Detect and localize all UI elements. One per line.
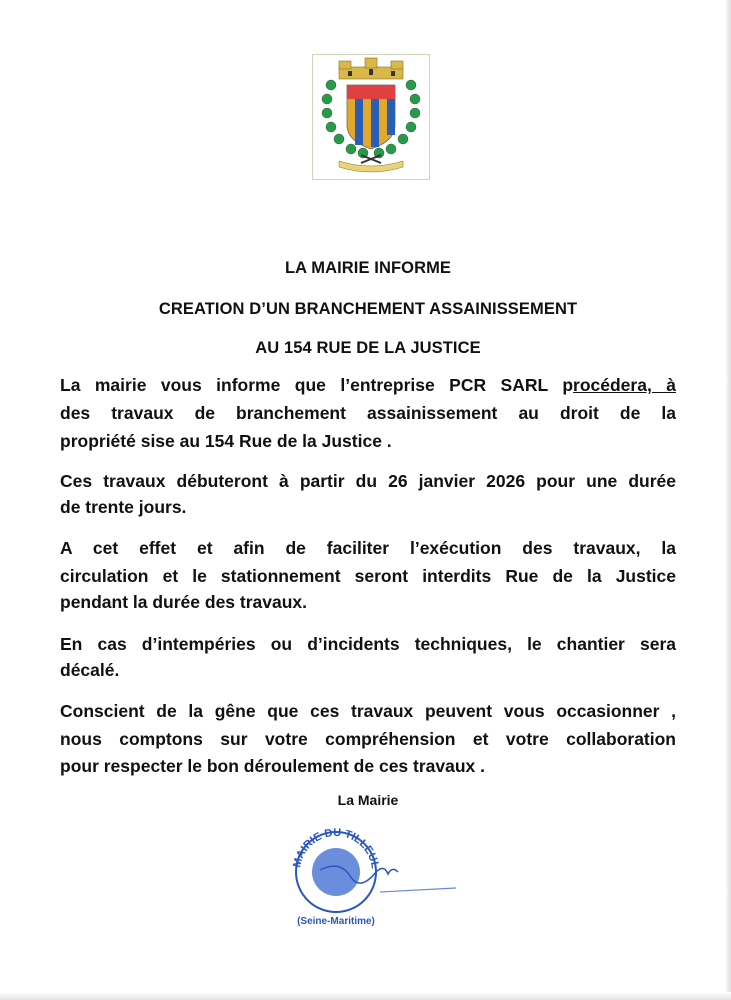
- paragraph-3-line: circulation et le stationnement seront interdits Rue de la Justice: [60, 566, 676, 586]
- official-stamp: [280, 822, 470, 928]
- paragraph-3-line: A cet effet et afin de faciliter l’exécution des travaux, la: [60, 538, 676, 558]
- page-edge-bottom: [0, 992, 731, 1000]
- page-edge: [725, 0, 731, 1000]
- underlined-text: rocédera, à: [573, 375, 677, 395]
- notice-address: AU 154 RUE DE LA JUSTICE: [255, 339, 481, 357]
- stamp-text-bottom: (Seine-Maritime): [297, 916, 375, 927]
- text: La mairie vous informe que l’entreprise PCR SARL p: [60, 375, 574, 395]
- paragraph-3-line: pendant la durée des travaux.: [60, 592, 308, 612]
- notice-heading: LA MAIRIE INFORME: [284, 259, 452, 277]
- coat-of-arms-logo: [312, 54, 430, 180]
- paragraph-2-line: de trente jours.: [60, 497, 187, 517]
- signature-label: La Mairie: [337, 792, 399, 808]
- paragraph-1-line: propriété sise au 154 Rue de la Justice .: [60, 431, 392, 451]
- paragraph-4-line: décalé.: [60, 660, 120, 680]
- paragraph-1-line: [60, 375, 676, 396]
- notice-subject: CREATION D’UN BRANCHEMENT ASSAINISSEMENT: [158, 300, 578, 318]
- paragraph-5-line: nous comptons sur votre compréhension et votre collaboration: [60, 729, 676, 749]
- paragraph-5-line: Conscient de la gêne que ces travaux peuvent vous occasionner ,: [60, 701, 676, 721]
- paragraph-4-line: En cas d’intempéries ou d’incidents techniques, le chantier sera: [60, 634, 676, 654]
- stamp-text-top: MAIRIE DU TILLEUL: [291, 826, 381, 870]
- paragraph-2-line: Ces travaux débuteront à partir du 26 janvier 2026 pour une durée: [60, 471, 676, 491]
- paragraph-1-line: des travaux de branchement assainissement au droit de la: [60, 403, 676, 423]
- paragraph-5-line: pour respecter le bon déroulement de ces travaux .: [60, 756, 485, 776]
